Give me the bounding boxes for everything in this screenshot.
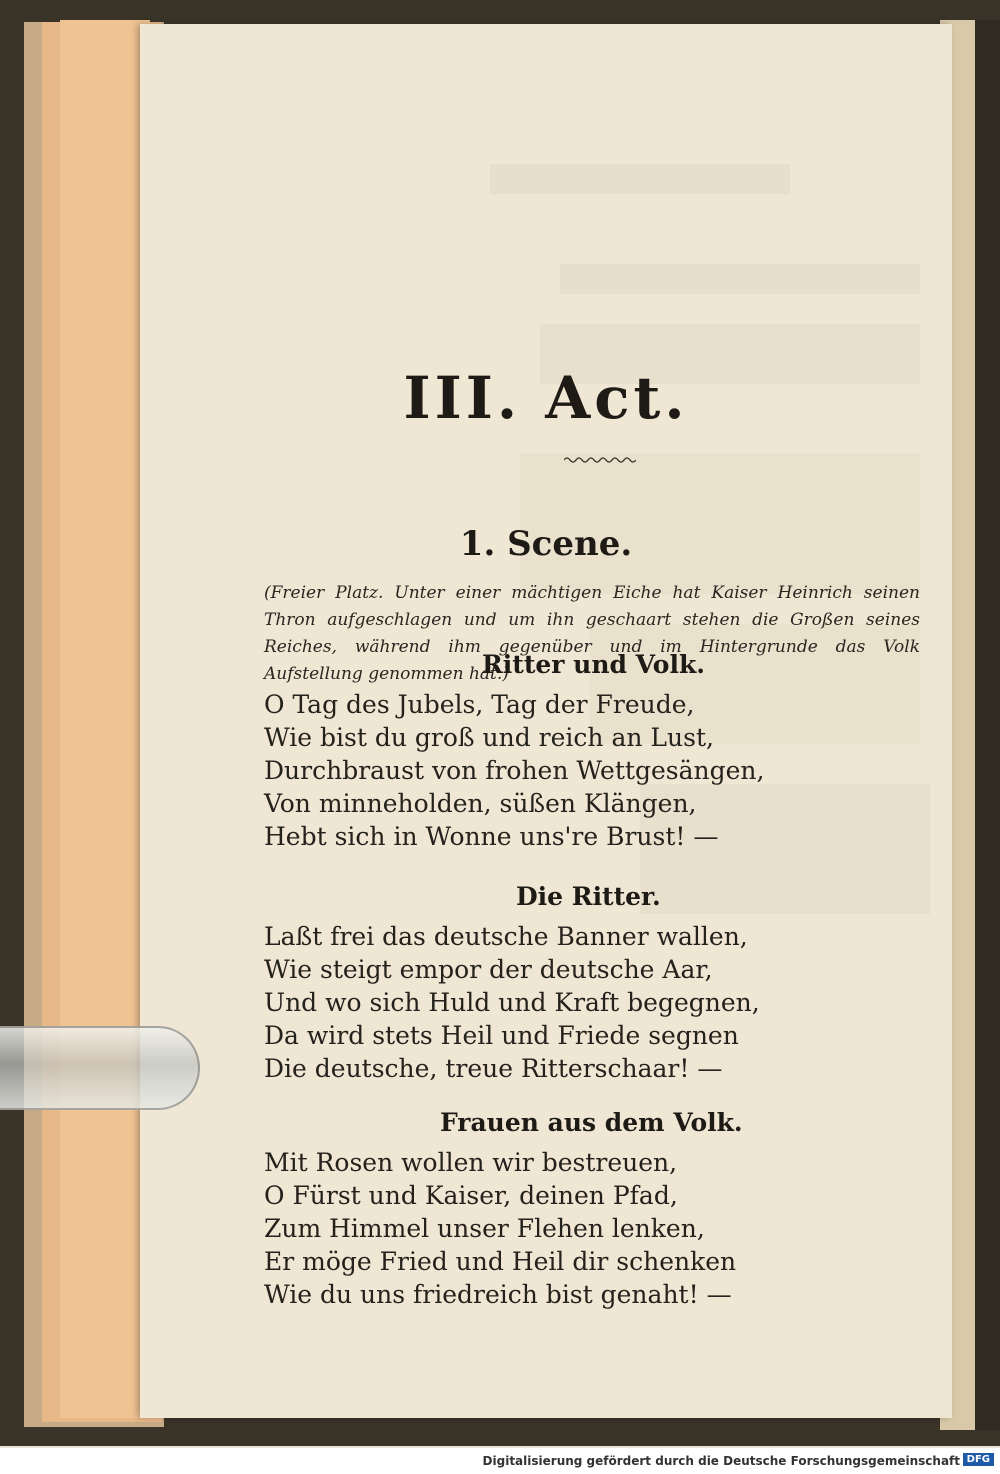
digitization-credit: Digitalisierung gefördert durch die Deutsche Forschungsgemeinschaft (482, 1454, 960, 1468)
verse-line: Wie bist du groß und reich an Lust, (264, 723, 714, 752)
book-page (140, 24, 952, 1418)
book-edge (975, 20, 1000, 1430)
verse-line: Hebt sich in Wonne uns're Brust! — (264, 822, 719, 851)
bleed-through (490, 164, 790, 194)
scene-title: 1. Scene. (459, 524, 633, 564)
dfg-logo: DFG (963, 1453, 994, 1466)
speaker-heading: Die Ritter. (516, 882, 661, 911)
background-card (60, 20, 150, 1418)
verse-line: Die deutsche, treue Ritterschaar! — (264, 1054, 723, 1083)
speaker-heading: Ritter und Volk. (482, 650, 705, 679)
verse-line: Da wird stets Heil und Friede segnen (264, 1021, 739, 1050)
verse-line: O Fürst und Kaiser, deinen Pfad, (264, 1181, 678, 1210)
verse-line: Durchbraust von frohen Wettgesängen, (264, 756, 765, 785)
bleed-through (560, 264, 920, 294)
verse-line: Zum Himmel unser Flehen lenken, (264, 1214, 705, 1243)
verse-line: Von minneholden, süßen Klängen, (264, 789, 697, 818)
verse-line: Wie du uns friedreich bist genaht! — (264, 1280, 732, 1309)
page-holder-clip (0, 1026, 200, 1110)
footer-bar (0, 1448, 1000, 1474)
verse-block (264, 920, 760, 1085)
act-title: III. Act. (403, 364, 689, 432)
verse-block (264, 688, 764, 853)
verse-line: Wie steigt empor der deutsche Aar, (264, 955, 713, 984)
verse-block (264, 1146, 736, 1311)
verse-line: Laßt frei das deutsche Banner wallen, (264, 922, 748, 951)
verse-line: Und wo sich Huld und Kraft begegnen, (264, 988, 760, 1017)
ornamental-divider (564, 456, 636, 464)
verse-line: Er möge Fried und Heil dir schenken (264, 1247, 737, 1276)
verse-line: Mit Rosen wollen wir bestreuen, (264, 1148, 678, 1177)
speaker-heading: Frauen aus dem Volk. (440, 1108, 743, 1137)
verse-line: O Tag des Jubels, Tag der Freude, (264, 690, 695, 719)
stage-direction: (Freier Platz. Unter einer mächtigen Eiche hat Kaiser Heinrich seinen Thron aufgeschlagen und um ihn geschaart stehen die Großen seines Reiches, während ihm gegenüber und im Hintergrunde das Volk Aufstellung genommen hat.) (264, 583, 920, 684)
